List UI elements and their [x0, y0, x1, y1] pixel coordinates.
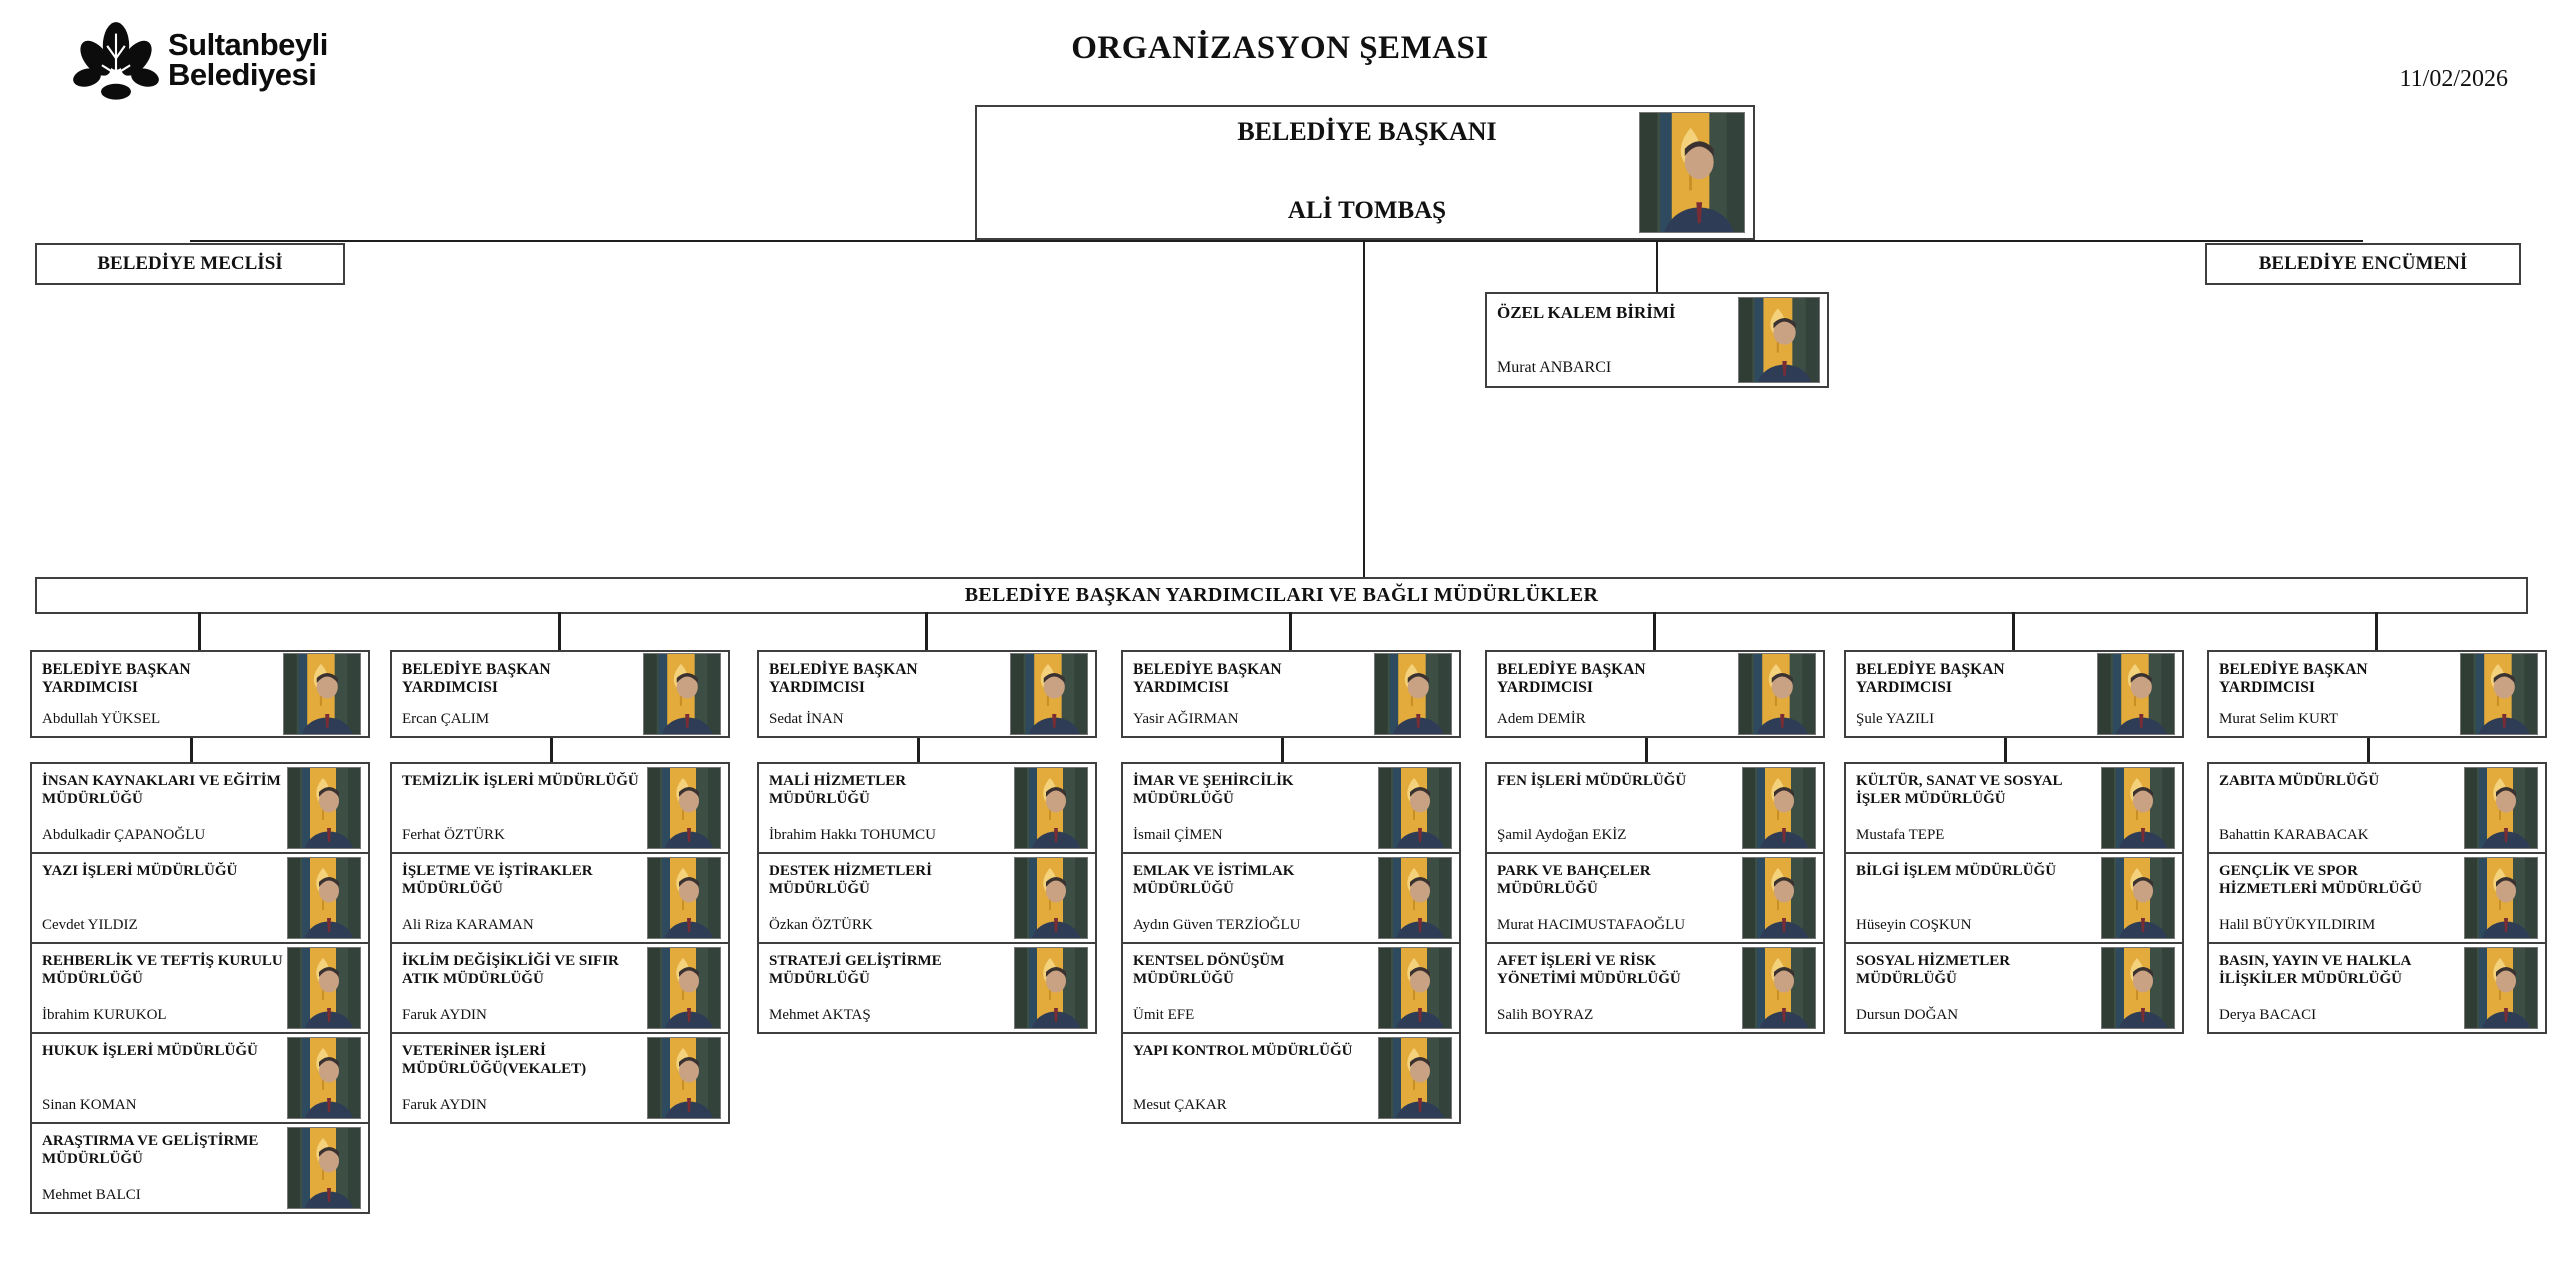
portrait-photo — [287, 767, 361, 849]
department-title: HUKUK İŞLERİ MÜDÜRLÜĞÜ — [42, 1043, 258, 1059]
portrait-photo — [1639, 112, 1745, 233]
portrait-placeholder-icon — [648, 768, 720, 848]
connector-line — [198, 612, 201, 650]
portrait-placeholder-icon — [1015, 858, 1087, 938]
department-manager-name: Ümit EFE — [1133, 1006, 1195, 1023]
portrait-placeholder-icon — [288, 1038, 360, 1118]
portrait-placeholder-icon — [2461, 654, 2537, 734]
department-box — [1121, 852, 1461, 944]
department-title: SOSYAL HİZMETLER MÜDÜRLÜĞÜ — [1856, 953, 2011, 987]
connector-line — [917, 738, 920, 762]
portrait-photo — [643, 653, 721, 735]
connector-line — [2004, 738, 2007, 762]
portrait-photo — [1742, 857, 1816, 939]
department-box — [30, 852, 370, 944]
department-title: PARK VE BAHÇELER MÜDÜRLÜĞÜ — [1497, 863, 1651, 897]
portrait-placeholder-icon — [1015, 948, 1087, 1028]
portrait-photo — [1014, 857, 1088, 939]
deputy-column — [757, 650, 1097, 1034]
department-manager-name: Özkan ÖZTÜRK — [769, 916, 873, 933]
portrait-placeholder-icon — [2465, 858, 2537, 938]
department-manager-name: Ali Riza KARAMAN — [402, 916, 534, 933]
page-title: ORGANİZASYON ŞEMASI — [1071, 30, 1489, 66]
department-title: İNSAN KAYNAKLARI VE EĞİTİM MÜDÜRLÜĞÜ — [42, 773, 281, 807]
department-title: DESTEK HİZMETLERİ MÜDÜRLÜĞÜ — [769, 863, 932, 897]
portrait-placeholder-icon — [648, 1038, 720, 1118]
portrait-photo — [1378, 767, 1452, 849]
department-box — [1844, 942, 2184, 1034]
deputy-column — [390, 650, 730, 1124]
special-office-box — [1485, 292, 1829, 388]
department-title: VETERİNER İŞLERİ MÜDÜRLÜĞÜ(VEKALET) — [402, 1043, 587, 1077]
department-manager-name: Ferhat ÖZTÜRK — [402, 826, 505, 843]
department-box — [30, 762, 370, 854]
department-list — [390, 762, 730, 1124]
department-title: BİLGİ İŞLEM MÜDÜRLÜĞÜ — [1856, 863, 2057, 879]
department-box — [390, 852, 730, 944]
department-manager-name: Murat HACIMUSTAFAOĞLU — [1497, 916, 1686, 933]
deputy-column — [1485, 650, 1825, 1034]
portrait-photo — [287, 857, 361, 939]
mayor-name: ALİ TOMBAŞ — [1287, 196, 1447, 224]
department-title: KÜLTÜR, SANAT VE SOSYAL İŞLER MÜDÜRLÜĞÜ — [1856, 773, 2062, 807]
portrait-placeholder-icon — [648, 858, 720, 938]
deputy-name: Murat Selim KURT — [2219, 710, 2339, 727]
department-title: KENTSEL DÖNÜŞÜM MÜDÜRLÜĞÜ — [1133, 953, 1285, 987]
deputy-name: Adem DEMİR — [1497, 710, 1586, 727]
portrait-photo — [1378, 857, 1452, 939]
department-box — [1121, 762, 1461, 854]
deputy-title: BELEDİYE BAŞKAN YARDIMCISI — [769, 661, 918, 697]
deputy-box — [30, 650, 370, 738]
department-title: STRATEJİ GELİŞTİRME MÜDÜRLÜĞÜ — [769, 953, 942, 987]
deputy-box — [1485, 650, 1825, 738]
department-manager-name: Derya BACACI — [2219, 1006, 2317, 1023]
mayor-box — [975, 105, 1755, 240]
department-box — [30, 942, 370, 1034]
department-manager-name: Sinan KOMAN — [42, 1096, 137, 1113]
connector-line — [1645, 738, 1648, 762]
department-manager-name: Faruk AYDIN — [402, 1096, 487, 1113]
department-manager-name: İsmail ÇİMEN — [1133, 826, 1223, 843]
deputy-title: BELEDİYE BAŞKAN YARDIMCISI — [42, 661, 191, 697]
deputy-title: BELEDİYE BAŞKAN YARDIMCISI — [1133, 661, 1282, 697]
department-box — [30, 1032, 370, 1124]
department-manager-name: Bahattin KARABACAK — [2219, 826, 2369, 843]
portrait-placeholder-icon — [2465, 768, 2537, 848]
department-box — [2207, 852, 2547, 944]
portrait-photo — [287, 947, 361, 1029]
portrait-photo — [647, 1037, 721, 1119]
deputy-column — [2207, 650, 2547, 1034]
portrait-placeholder-icon — [288, 858, 360, 938]
deputies-band-label: BELEDİYE BAŞKAN YARDIMCILARI VE BAĞLI MÜDÜRLÜKLER — [964, 584, 1599, 606]
deputy-title: BELEDİYE BAŞKAN YARDIMCISI — [402, 661, 551, 697]
department-manager-name: Faruk AYDIN — [402, 1006, 487, 1023]
council-box-meclis — [35, 243, 345, 285]
portrait-placeholder-icon — [1743, 858, 1815, 938]
department-box — [390, 942, 730, 1034]
deputy-column — [30, 650, 370, 1214]
connector-line — [1289, 612, 1292, 650]
connector-line — [1656, 240, 1658, 293]
department-manager-name: Aydın Güven TERZİOĞLU — [1133, 916, 1301, 933]
portrait-photo — [647, 857, 721, 939]
department-box — [757, 942, 1097, 1034]
department-box — [1485, 762, 1825, 854]
connector-line — [2012, 612, 2015, 650]
portrait-placeholder-icon — [288, 768, 360, 848]
department-box — [1844, 762, 2184, 854]
connector-line — [925, 612, 928, 650]
department-manager-name: Hüseyin COŞKUN — [1856, 916, 1972, 933]
deputy-name: Ercan ÇALIM — [402, 710, 490, 727]
connector-line — [2367, 738, 2370, 762]
department-list — [1121, 762, 1461, 1124]
portrait-photo — [2101, 947, 2175, 1029]
department-box — [1121, 942, 1461, 1034]
page-date: 11/02/2026 — [2399, 66, 2508, 92]
department-manager-name: İbrahim KURUKOL — [42, 1006, 167, 1023]
deputy-column — [1844, 650, 2184, 1034]
deputy-box — [2207, 650, 2547, 738]
special-office-name: Murat ANBARCI — [1497, 359, 1612, 377]
portrait-placeholder-icon — [2465, 948, 2537, 1028]
portrait-placeholder-icon — [1379, 768, 1451, 848]
portrait-photo — [647, 947, 721, 1029]
portrait-placeholder-icon — [1743, 948, 1815, 1028]
council-label: BELEDİYE ENCÜMENİ — [2258, 253, 2468, 274]
council-label: BELEDİYE MECLİSİ — [97, 253, 283, 274]
portrait-placeholder-icon — [2102, 768, 2174, 848]
mayor-title: BELEDİYE BAŞKANI — [1237, 117, 1497, 146]
portrait-placeholder-icon — [1739, 654, 1815, 734]
portrait-placeholder-icon — [288, 1128, 360, 1208]
connector-line — [190, 240, 2363, 242]
deputy-title: BELEDİYE BAŞKAN YARDIMCISI — [1856, 661, 2005, 697]
deputy-name: Sedat İNAN — [769, 710, 844, 727]
department-list — [1844, 762, 2184, 1034]
portrait-placeholder-icon — [1379, 948, 1451, 1028]
portrait-placeholder-icon — [1640, 113, 1744, 232]
connector-line — [558, 612, 561, 650]
deputy-name: Abdullah YÜKSEL — [42, 710, 161, 727]
portrait-photo — [1738, 653, 1816, 735]
portrait-photo — [1742, 767, 1816, 849]
department-manager-name: Abdulkadir ÇAPANOĞLU — [42, 826, 206, 843]
department-manager-name: Mustafa TEPE — [1856, 826, 1945, 843]
deputy-name: Yasir AĞIRMAN — [1133, 710, 1239, 727]
connector-line — [1363, 238, 1365, 578]
department-manager-name: Salih BOYRAZ — [1497, 1006, 1594, 1023]
department-box — [390, 762, 730, 854]
portrait-photo — [1378, 1037, 1452, 1119]
department-box — [1844, 852, 2184, 944]
department-box — [30, 1122, 370, 1214]
department-box — [757, 762, 1097, 854]
portrait-photo — [2464, 947, 2538, 1029]
portrait-photo — [2460, 653, 2538, 735]
department-title: MALİ HİZMETLER MÜDÜRLÜĞÜ — [769, 773, 907, 807]
portrait-photo — [2097, 653, 2175, 735]
portrait-photo — [1742, 947, 1816, 1029]
department-list — [1485, 762, 1825, 1034]
department-box — [757, 852, 1097, 944]
portrait-placeholder-icon — [644, 654, 720, 734]
department-manager-name: Mesut ÇAKAR — [1133, 1096, 1227, 1113]
logo-text: Sultanbeyli Belediyesi — [168, 26, 328, 92]
department-manager-name: Mehmet BALCI — [42, 1186, 141, 1203]
portrait-photo — [1014, 767, 1088, 849]
portrait-photo — [2464, 857, 2538, 939]
department-title: İMAR VE ŞEHİRCİLİK MÜDÜRLÜĞÜ — [1133, 773, 1294, 807]
department-manager-name: Halil BÜYÜKYILDIRIM — [2219, 916, 2376, 933]
portrait-placeholder-icon — [288, 948, 360, 1028]
portrait-placeholder-icon — [1015, 768, 1087, 848]
portrait-photo — [1738, 297, 1820, 383]
portrait-photo — [1010, 653, 1088, 735]
department-manager-name: İbrahim Hakkı TOHUMCU — [769, 826, 936, 843]
department-title: YAPI KONTROL MÜDÜRLÜĞÜ — [1133, 1043, 1353, 1059]
portrait-placeholder-icon — [648, 948, 720, 1028]
deputy-box — [1121, 650, 1461, 738]
department-title: REHBERLİK VE TEFTİŞ KURULU MÜDÜRLÜĞÜ — [42, 953, 283, 987]
portrait-photo — [2464, 767, 2538, 849]
portrait-photo — [283, 653, 361, 735]
portrait-placeholder-icon — [1739, 298, 1819, 382]
connector-line — [190, 738, 193, 762]
portrait-placeholder-icon — [284, 654, 360, 734]
deputy-name: Şule YAZILI — [1856, 710, 1935, 727]
portrait-photo — [1378, 947, 1452, 1029]
portrait-placeholder-icon — [1011, 654, 1087, 734]
department-title: YAZI İŞLERİ MÜDÜRLÜĞÜ — [42, 863, 238, 879]
department-title: BASIN, YAYIN VE HALKLA İLİŞKİLER MÜDÜRLÜĞÜ — [2219, 953, 2411, 987]
portrait-photo — [647, 767, 721, 849]
portrait-photo — [2101, 767, 2175, 849]
department-box — [1121, 1032, 1461, 1124]
department-manager-name: Dursun DOĞAN — [1856, 1006, 1959, 1023]
department-manager-name: Mehmet AKTAŞ — [769, 1006, 871, 1023]
department-box — [1485, 852, 1825, 944]
connector-line — [1653, 612, 1656, 650]
department-list — [30, 762, 370, 1214]
deputy-column — [1121, 650, 1461, 1124]
deputy-title: BELEDİYE BAŞKAN YARDIMCISI — [2219, 661, 2368, 697]
department-box — [2207, 762, 2547, 854]
portrait-photo — [287, 1037, 361, 1119]
department-box — [390, 1032, 730, 1124]
deputy-box — [1844, 650, 2184, 738]
deputies-band — [35, 577, 2528, 614]
department-manager-name: Şamil Aydoğan EKİZ — [1497, 826, 1627, 843]
department-list — [757, 762, 1097, 1034]
department-manager-name: Cevdet YILDIZ — [42, 916, 138, 933]
deputy-box — [757, 650, 1097, 738]
department-title: İŞLETME VE İŞTİRAKLER MÜDÜRLÜĞÜ — [402, 863, 593, 897]
portrait-placeholder-icon — [1743, 768, 1815, 848]
portrait-placeholder-icon — [1375, 654, 1451, 734]
special-office-title: ÖZEL KALEM BİRİMİ — [1497, 303, 1676, 322]
department-title: EMLAK VE İSTİMLAK MÜDÜRLÜĞÜ — [1133, 863, 1295, 897]
deputy-box — [390, 650, 730, 738]
portrait-photo — [1374, 653, 1452, 735]
department-box — [2207, 942, 2547, 1034]
department-title: AFET İŞLERİ VE RİSK YÖNETİMİ MÜDÜRLÜĞÜ — [1497, 953, 1681, 987]
connector-line — [2375, 612, 2378, 650]
portrait-placeholder-icon — [2098, 654, 2174, 734]
connector-line — [1281, 738, 1284, 762]
portrait-photo — [2101, 857, 2175, 939]
department-title: ZABITA MÜDÜRLÜĞÜ — [2219, 773, 2380, 789]
connector-line — [550, 738, 553, 762]
department-title: ARAŞTIRMA VE GELİŞTİRME MÜDÜRLÜĞÜ — [42, 1133, 259, 1167]
department-title: FEN İŞLERİ MÜDÜRLÜĞÜ — [1497, 773, 1687, 789]
department-title: TEMİZLİK İŞLERİ MÜDÜRLÜĞÜ — [402, 773, 639, 789]
department-box — [1485, 942, 1825, 1034]
council-box-encumen — [2205, 243, 2521, 285]
portrait-placeholder-icon — [1379, 858, 1451, 938]
portrait-photo — [287, 1127, 361, 1209]
department-title: İKLİM DEĞİŞİKLİĞİ VE SIFIR ATIK MÜDÜRLÜĞÜ — [402, 953, 619, 987]
portrait-placeholder-icon — [1379, 1038, 1451, 1118]
portrait-photo — [1014, 947, 1088, 1029]
deputy-title: BELEDİYE BAŞKAN YARDIMCISI — [1497, 661, 1646, 697]
portrait-placeholder-icon — [2102, 948, 2174, 1028]
department-list — [2207, 762, 2547, 1034]
department-title: GENÇLİK VE SPOR HİZMETLERİ MÜDÜRLÜĞÜ — [2219, 863, 2422, 897]
portrait-placeholder-icon — [2102, 858, 2174, 938]
